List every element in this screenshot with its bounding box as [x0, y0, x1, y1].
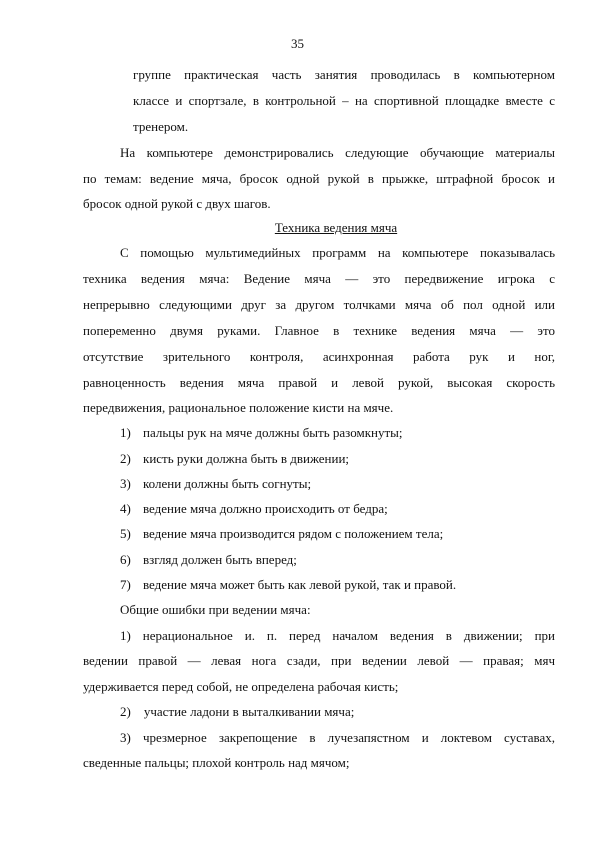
list-item-number: 4)	[120, 501, 131, 516]
error-3-line-2: сведенные пальцы; плохой контроль над мячом;	[83, 755, 350, 770]
list-item-text: взгляд должен быть вперед;	[143, 552, 297, 567]
technique-line-3: непрерывно следующими друг за другом толчками мяча об пол одной или	[83, 297, 555, 312]
error-1-line-1: 1) нерациональное и. п. перед началом ведения в движении; при	[120, 628, 555, 643]
list-item-number: 2)	[120, 451, 131, 466]
error-2-line: 2) участие ладони в выталкивании мяча;	[120, 704, 355, 719]
list-item	[120, 496, 388, 521]
intro-line-2: классе и спортзале, в контрольной – на спортивной площадке вместе с	[133, 93, 555, 108]
technique-line-5: отсутствие зрительного контроля, асинхронная работа рук и ног,	[83, 349, 555, 364]
list-item-text: ведение мяча может быть как левой рукой, так и правой.	[143, 577, 457, 592]
technique-line-2: техника ведения мяча: Ведение мяча — это передвижение игрока с	[83, 271, 555, 286]
intro-line-1: группе практическая часть занятия проводилась в компьютерном	[133, 67, 555, 82]
list-item-number: 5)	[120, 526, 131, 541]
list-item	[120, 420, 403, 445]
error-3-line-1: 3) чрезмерное закрепощение в лучезапястном и локтевом суставах,	[120, 730, 555, 745]
page-number: 35	[291, 36, 304, 51]
list-item-text: пальцы рук на мяче должны быть разомкнуты;	[143, 425, 403, 440]
materials-line-1: На компьютере демонстрировались следующие обучающие материалы	[120, 145, 555, 160]
list-item-text: кисть руки должна быть в движении;	[143, 451, 350, 466]
list-item-number: 6)	[120, 552, 131, 567]
list-item	[120, 446, 350, 471]
materials-line-3: бросок одной рукой с двух шагов.	[83, 196, 271, 211]
technique-line-6: равноценность ведения мяча правой и левой рукой, высокая скорость	[83, 375, 555, 390]
error-1-line-2: ведении правой — левая нога сзади, при ведении левой — правая; мяч	[83, 653, 555, 668]
error-1-line-3: удерживается перед собой, не определена рабочая кисть;	[83, 679, 399, 694]
materials-line-2: по темам: ведение мяча, бросок одной рукой в прыжке, штрафной бросок и	[83, 171, 555, 186]
list-item-number: 3)	[120, 476, 131, 491]
list-item	[120, 572, 457, 597]
list-item-text: колени должны быть согнуты;	[143, 476, 312, 491]
technique-line-1: С помощью мультимедийных программ на компьютере показывалась	[120, 245, 555, 260]
list-item-number: 1)	[120, 425, 131, 440]
intro-line-3: тренером.	[133, 119, 189, 134]
list-item	[120, 521, 444, 546]
technique-line-7: передвижения, рациональное положение кисти на мяче.	[83, 400, 394, 415]
list-item-number: 7)	[120, 577, 131, 592]
section-heading: Техника ведения мяча	[274, 220, 398, 235]
technique-line-4: попеременно двумя руками. Главное в технике ведения мяча — это	[83, 323, 555, 338]
errors-heading: Общие ошибки при ведении мяча:	[120, 602, 311, 617]
list-item	[120, 547, 297, 572]
list-item	[120, 471, 312, 496]
list-item-text: ведение мяча должно происходить от бедра;	[143, 501, 388, 516]
list-item-text: ведение мяча производится рядом с положением тела;	[143, 526, 444, 541]
